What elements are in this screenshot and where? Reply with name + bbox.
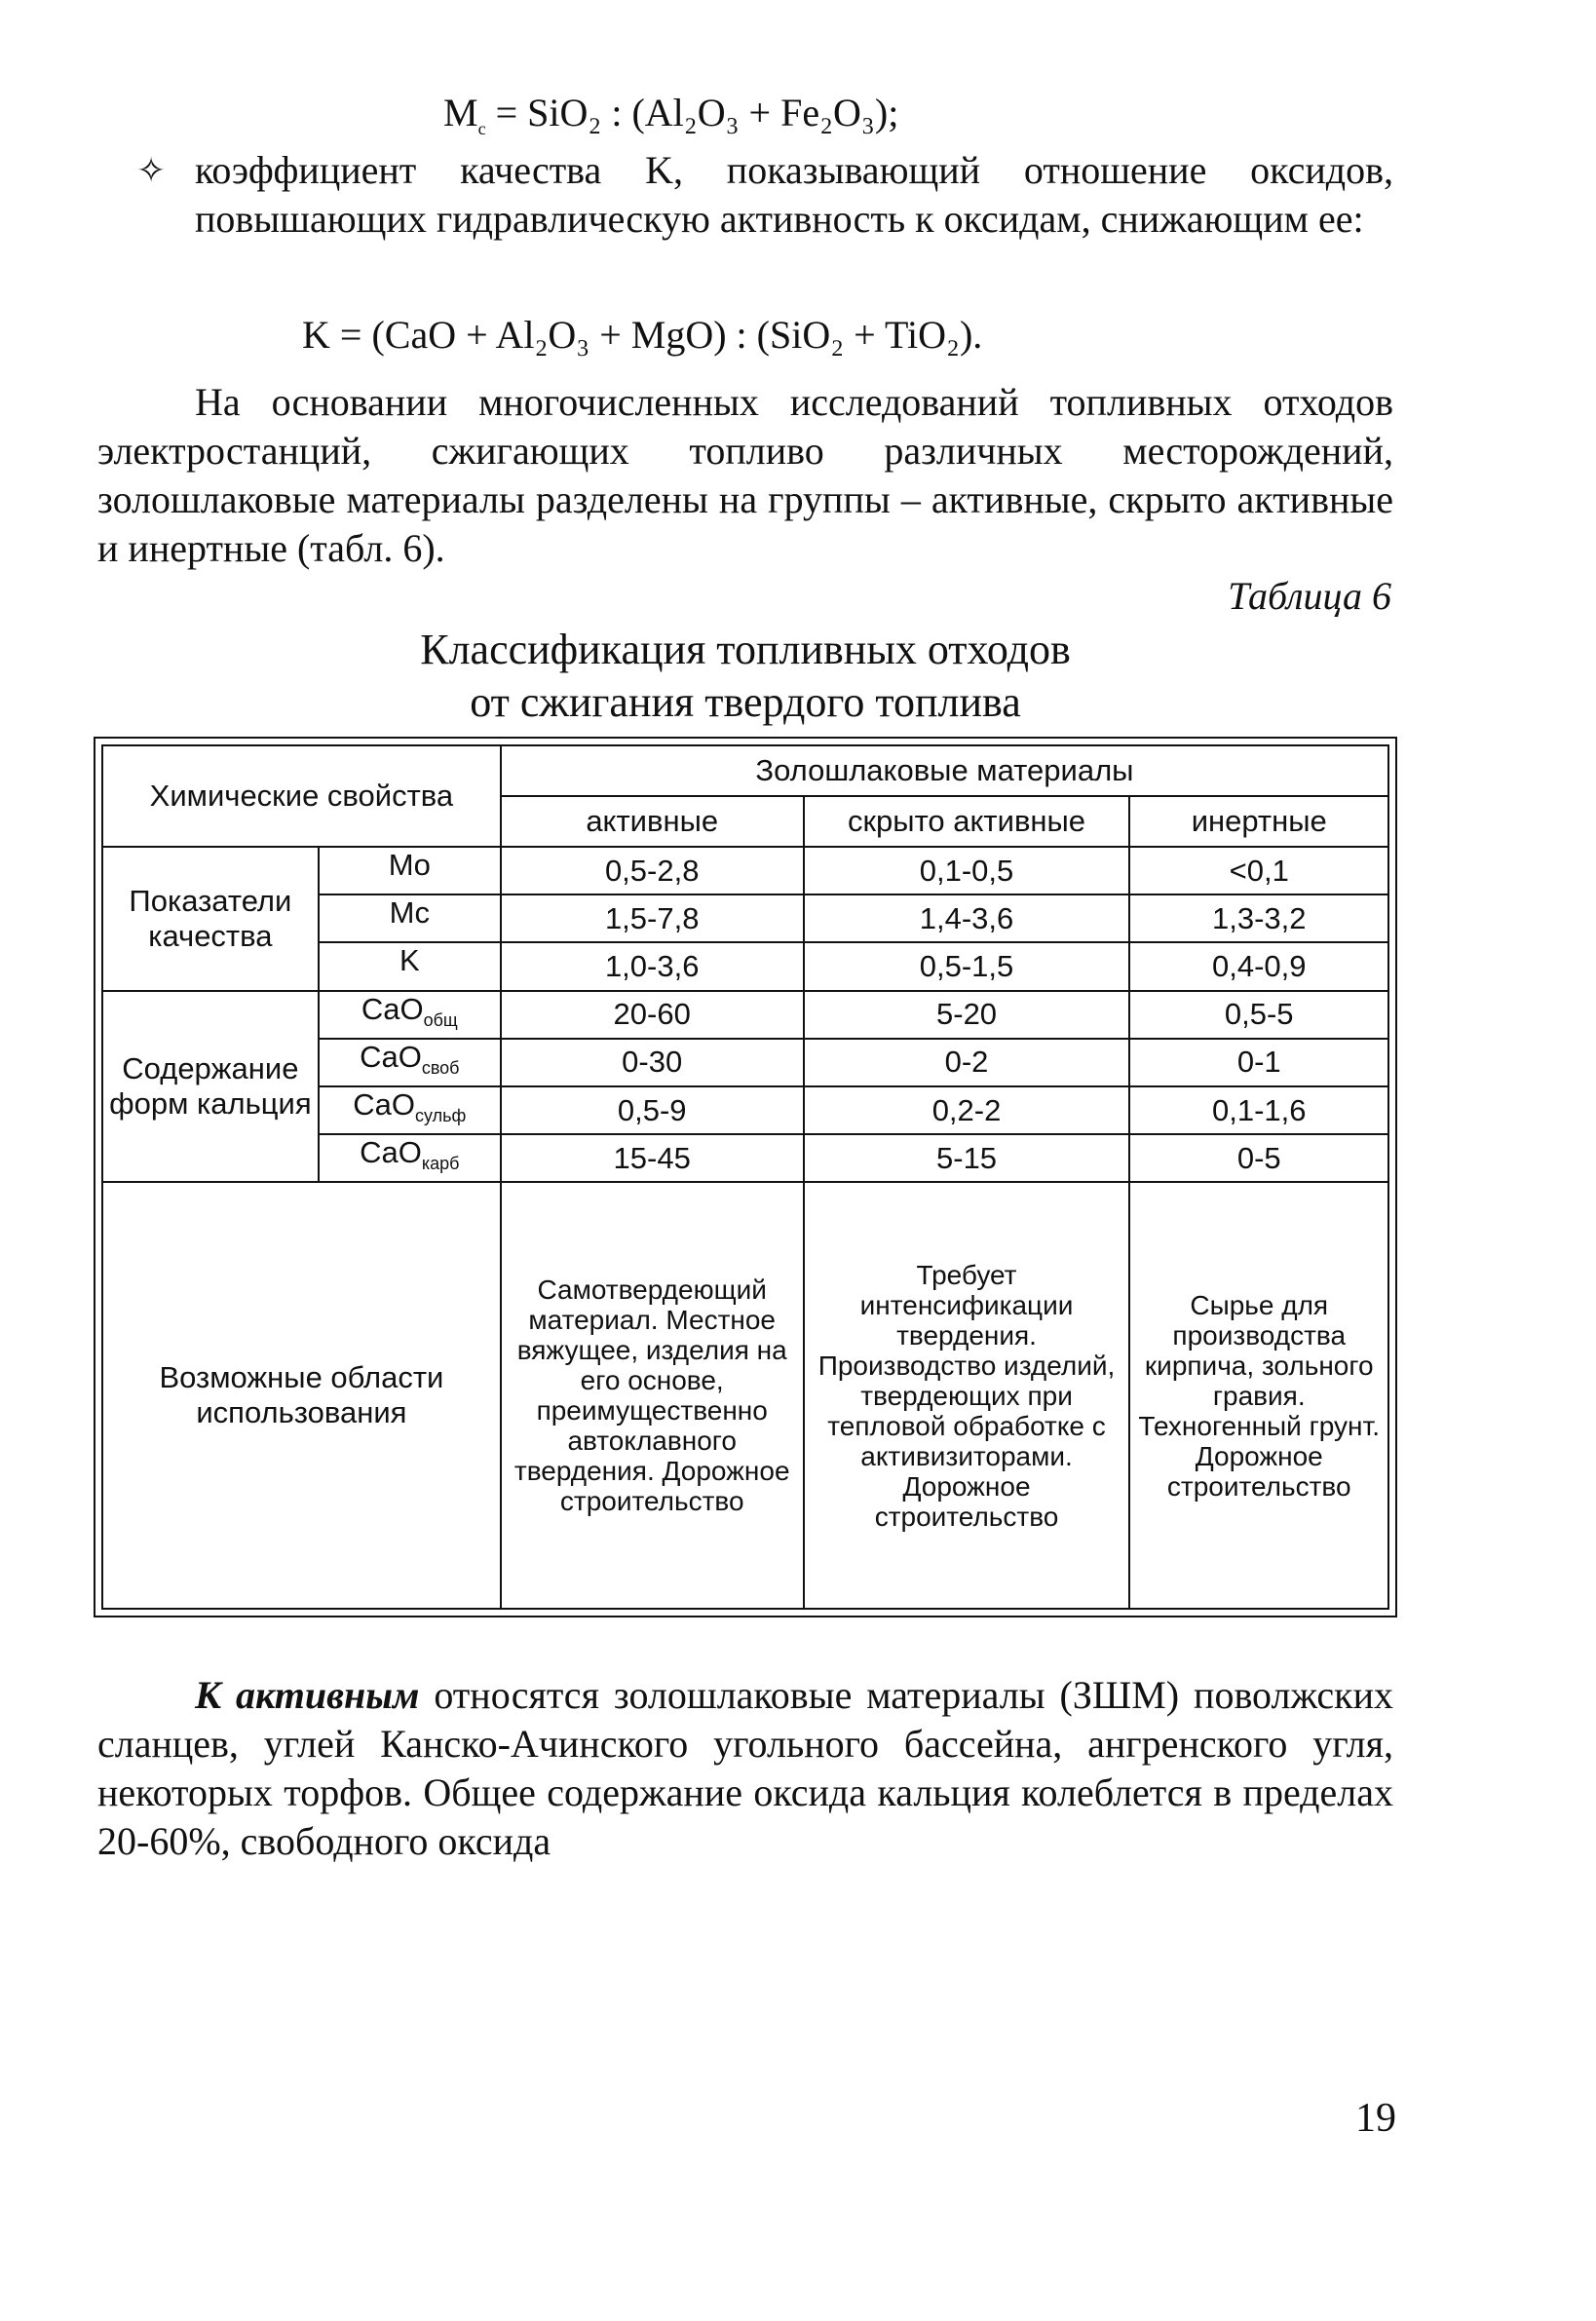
cell-latent: 5-15 xyxy=(804,1134,1130,1182)
group-calcium-forms: Содержание форм кальция xyxy=(102,991,319,1183)
table-title-line: от сжигания твердого топлива xyxy=(470,678,1021,726)
row-label: CaO$_{карб}$ xyxy=(319,1134,501,1182)
header-inert: инертные xyxy=(1129,796,1388,847)
group-quality-indicators: Показатели качества xyxy=(102,847,319,991)
cell-latent: 1,4-3,6 xyxy=(804,894,1130,942)
header-chem-properties: Химические свойства xyxy=(102,745,501,847)
cell-inert: 0,4-0,9 xyxy=(1129,942,1388,990)
header-active: активные xyxy=(501,796,804,847)
formula-mc xyxy=(443,90,898,139)
usage-active: Самотвердеющий материал. Местное вяжущее, изделия на его основе, преимущественно автоклавного твердения. Дорожное строительство xyxy=(501,1182,804,1609)
cell-latent: 0,2-2 xyxy=(804,1086,1130,1134)
page-number: 19 xyxy=(1355,2096,1396,2141)
cell-latent: 0,5-1,5 xyxy=(804,942,1130,990)
header-latent-active: скрыто активные xyxy=(804,796,1130,847)
row-label: Mo xyxy=(319,847,501,894)
table-title xyxy=(0,624,1491,729)
row-label: K xyxy=(319,942,501,990)
cell-inert: 0,1-1,6 xyxy=(1129,1086,1388,1134)
paragraph-text: относятся золошлаковые материалы (ЗШМ) поволжских сланцев, углей Канско-Ачинского угольного бассейна, ангренского угля, некоторых торфов. Общее содержание оксида кальция колеблется в пределах 20-60%, свободного оксида xyxy=(97,1673,1394,1863)
usage-latent: Требует интенсификации твердения. Производство изделий, твердеющих при тепловой обработке с активизиторами. Дорожное строительство xyxy=(804,1182,1130,1609)
formula-mc-rhs: = SiO₂ : (Al₂O₃ + Fe₂O₃); xyxy=(485,91,899,134)
cell-active: 0,5-2,8 xyxy=(501,847,804,894)
header-ash-materials: Золошлаковые материалы xyxy=(501,745,1388,796)
classification-table xyxy=(94,737,1397,1617)
table-number: Таблица 6 xyxy=(1228,574,1391,618)
row-label: CaO$_{сульф}$ xyxy=(319,1086,501,1134)
row-label: CaO$_{общ}$ xyxy=(319,991,501,1039)
diamond-bullet-icon: ✧ xyxy=(136,151,167,190)
cell-latent: 0-2 xyxy=(804,1039,1130,1086)
paragraph-text: На основании многочисленных исследований топливных отходов электростанций, сжигающих топливо различных месторождений, золошлаковые материалы разделены на группы – активные, скрыто активные и инертные (табл. 6). xyxy=(97,380,1393,570)
cell-active: 0,5-9 xyxy=(501,1086,804,1134)
cell-active: 20-60 xyxy=(501,991,804,1039)
usage-inert: Сырье для производства кирпича, зольного гравия. Техногенный грунт. Дорожное строительство xyxy=(1129,1182,1388,1609)
paragraph xyxy=(97,378,1393,573)
cell-active: 0-30 xyxy=(501,1039,804,1086)
formula-mc-sub: c xyxy=(477,119,486,138)
cell-inert: 1,3-3,2 xyxy=(1129,894,1388,942)
cell-inert: 0,5-5 xyxy=(1129,991,1388,1039)
cell-latent: 0,1-0,5 xyxy=(804,847,1130,894)
cell-active: 15-45 xyxy=(501,1134,804,1182)
row-label: CaO$_{своб}$ xyxy=(319,1039,501,1086)
paragraph-lead: К активным xyxy=(195,1673,420,1717)
cell-inert: <0,1 xyxy=(1129,847,1388,894)
row-label: Mc xyxy=(319,894,501,942)
paragraph xyxy=(97,1671,1393,1866)
formula-k: K = (CaO + Al₂O₃ + MgO) : (SiO₂ + TiO₂). xyxy=(302,313,983,357)
bullet-item xyxy=(136,146,1393,244)
table-title-line: Классификация топливных отходов xyxy=(420,626,1071,673)
cell-inert: 0-5 xyxy=(1129,1134,1388,1182)
cell-active: 1,5-7,8 xyxy=(501,894,804,942)
bullet-text: коэффициент качества K, показывающий отношение оксидов, повышающих гидравлическую активность к оксидам, снижающим ее: xyxy=(195,148,1393,241)
cell-inert: 0-1 xyxy=(1129,1039,1388,1086)
group-usage-areas: Возможные области использования xyxy=(102,1182,501,1609)
formula-mc-lhs: M xyxy=(443,91,478,134)
cell-latent: 5-20 xyxy=(804,991,1130,1039)
cell-active: 1,0-3,6 xyxy=(501,942,804,990)
